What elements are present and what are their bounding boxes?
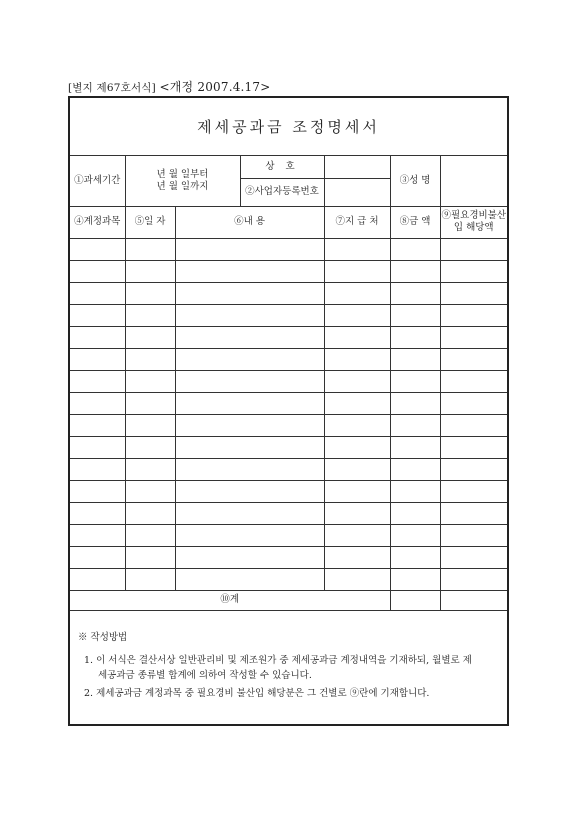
- row-account[interactable]: [70, 348, 125, 370]
- row-date[interactable]: [125, 546, 175, 568]
- row-date[interactable]: [125, 502, 175, 524]
- row-amount[interactable]: [390, 238, 440, 260]
- row-non-deductible[interactable]: [440, 524, 507, 546]
- column-header-row: [70, 206, 507, 238]
- table-row: [70, 326, 507, 348]
- table-row: [70, 524, 507, 546]
- row-date[interactable]: [125, 348, 175, 370]
- row-amount[interactable]: [390, 392, 440, 414]
- instructions-heading: ※ 작성방법: [78, 632, 128, 643]
- row-account[interactable]: [70, 480, 125, 502]
- row-amount[interactable]: [390, 546, 440, 568]
- table-row: [70, 414, 507, 436]
- form-grid: [70, 156, 507, 611]
- row-account[interactable]: [70, 282, 125, 304]
- row-account[interactable]: [70, 546, 125, 568]
- company-name-label: 상 호: [240, 156, 324, 178]
- table-row: [70, 304, 507, 326]
- table-row: [70, 480, 507, 502]
- row-amount[interactable]: [390, 414, 440, 436]
- row-account[interactable]: [70, 502, 125, 524]
- row-content[interactable]: [175, 524, 324, 546]
- row-amount[interactable]: [390, 436, 440, 458]
- row-payee[interactable]: [324, 458, 390, 480]
- table-row: [70, 502, 507, 524]
- table-row: [70, 282, 507, 304]
- row-account[interactable]: [70, 414, 125, 436]
- row-account[interactable]: [70, 524, 125, 546]
- row-amount[interactable]: [390, 282, 440, 304]
- row-non-deductible[interactable]: [440, 392, 507, 414]
- period-range[interactable]: [125, 156, 240, 206]
- row-amount[interactable]: [390, 348, 440, 370]
- period-label: ①과세기간: [70, 156, 125, 206]
- row-non-deductible[interactable]: [440, 260, 507, 282]
- period-from: 년 월 일부터: [156, 168, 209, 180]
- row-non-deductible[interactable]: [440, 502, 507, 524]
- row-non-deductible[interactable]: [440, 568, 507, 590]
- row-payee[interactable]: [324, 436, 390, 458]
- row-account[interactable]: [70, 304, 125, 326]
- row-content[interactable]: [175, 546, 324, 568]
- biz-no-field[interactable]: [324, 178, 390, 206]
- row-account[interactable]: [70, 392, 125, 414]
- row-content[interactable]: [175, 568, 324, 590]
- row-content[interactable]: [175, 436, 324, 458]
- form-number: [별지 제67호서식]: [68, 82, 156, 94]
- row-non-deductible[interactable]: [440, 480, 507, 502]
- row-date[interactable]: [125, 392, 175, 414]
- form-title: 제세공과금 조정명세서: [70, 98, 507, 156]
- row-content[interactable]: [175, 260, 324, 282]
- row-amount[interactable]: [390, 370, 440, 392]
- row-content[interactable]: [175, 370, 324, 392]
- row-amount[interactable]: [390, 304, 440, 326]
- person-name-label: ③성 명: [390, 156, 440, 206]
- row-date[interactable]: [125, 238, 175, 260]
- row-content[interactable]: [175, 480, 324, 502]
- row-non-deductible[interactable]: [440, 414, 507, 436]
- person-name-field[interactable]: [440, 156, 507, 206]
- instruction-item: [84, 653, 502, 683]
- row-account[interactable]: [70, 238, 125, 260]
- row-payee[interactable]: [324, 348, 390, 370]
- table-row: [70, 546, 507, 568]
- row-payee[interactable]: [324, 546, 390, 568]
- row-non-deductible[interactable]: [440, 304, 507, 326]
- col-amount: ⑧금 액: [390, 206, 440, 238]
- row-content[interactable]: [175, 238, 324, 260]
- row-payee[interactable]: [324, 392, 390, 414]
- row-payee[interactable]: [324, 414, 390, 436]
- row-date[interactable]: [125, 260, 175, 282]
- row-payee[interactable]: [324, 370, 390, 392]
- row-date[interactable]: [125, 458, 175, 480]
- row-non-deductible[interactable]: [440, 348, 507, 370]
- data-rows: [70, 238, 507, 590]
- instruction-2: 2. 제세공과금 계정과목 중 필요경비 불산입 해당분은 그 건별로 ⑨란에 기재합니다.: [84, 688, 430, 699]
- col-payee: ⑦지 급 처: [324, 206, 390, 238]
- row-amount[interactable]: [390, 502, 440, 524]
- row-non-deductible[interactable]: [440, 436, 507, 458]
- table-row: [70, 260, 507, 282]
- table-row: [70, 238, 507, 260]
- row-account[interactable]: [70, 370, 125, 392]
- row-date[interactable]: [125, 282, 175, 304]
- row-payee[interactable]: [324, 260, 390, 282]
- total-row: [70, 590, 507, 610]
- row-amount[interactable]: [390, 480, 440, 502]
- tax-adjustment-form: [68, 96, 509, 726]
- row-payee[interactable]: [324, 304, 390, 326]
- company-name-field[interactable]: [324, 156, 390, 178]
- row-account[interactable]: [70, 260, 125, 282]
- row-non-deductible[interactable]: [440, 238, 507, 260]
- total-amount[interactable]: [390, 590, 440, 610]
- row-date[interactable]: [125, 370, 175, 392]
- period-to: 년 월 일까지: [156, 180, 209, 192]
- row-payee[interactable]: [324, 238, 390, 260]
- form-number-header: [68, 78, 270, 95]
- row-content[interactable]: [175, 282, 324, 304]
- row-non-deductible[interactable]: [440, 282, 507, 304]
- total-non-deductible[interactable]: [440, 590, 507, 610]
- table-row: [70, 370, 507, 392]
- row-payee[interactable]: [324, 480, 390, 502]
- row-non-deductible[interactable]: [440, 326, 507, 348]
- total-label: ⑩계: [70, 590, 390, 610]
- row-payee[interactable]: [324, 568, 390, 590]
- row-account[interactable]: [70, 458, 125, 480]
- row-content[interactable]: [175, 326, 324, 348]
- col-account: ④계정과목: [70, 206, 125, 238]
- row-date[interactable]: [125, 326, 175, 348]
- row-non-deductible[interactable]: [440, 458, 507, 480]
- row-payee[interactable]: [324, 524, 390, 546]
- biz-no-label: ②사업자등록번호: [240, 178, 324, 206]
- row-date[interactable]: [125, 524, 175, 546]
- table-row: [70, 568, 507, 590]
- row-non-deductible[interactable]: [440, 546, 507, 568]
- row-content[interactable]: [175, 348, 324, 370]
- row-date[interactable]: [125, 480, 175, 502]
- row-content[interactable]: [175, 392, 324, 414]
- instruction-1-line-1: 1. 이 서식은 결산서상 일반관리비 및 제조원가 중 제세공과금 계정내역을 기재하되, 월별로 제: [84, 655, 472, 666]
- col-date: ⑤일 자: [125, 206, 175, 238]
- table-row: [70, 458, 507, 480]
- row-amount[interactable]: [390, 524, 440, 546]
- row-non-deductible[interactable]: [440, 370, 507, 392]
- row-payee[interactable]: [324, 326, 390, 348]
- row-account[interactable]: [70, 436, 125, 458]
- row-date[interactable]: [125, 414, 175, 436]
- row-amount[interactable]: [390, 568, 440, 590]
- table-row: [70, 392, 507, 414]
- row-date[interactable]: [125, 568, 175, 590]
- instruction-1-line-2: 세공과금 종류별 합계에 의하여 작성할 수 있습니다.: [98, 670, 312, 681]
- row-amount[interactable]: [390, 260, 440, 282]
- row-content[interactable]: [175, 502, 324, 524]
- row-payee[interactable]: [324, 282, 390, 304]
- col-non-deductible: ⑨필요경비불산입 해당액: [440, 206, 507, 238]
- row-content[interactable]: [175, 304, 324, 326]
- row-amount[interactable]: [390, 458, 440, 480]
- row-account[interactable]: [70, 326, 125, 348]
- row-date[interactable]: [125, 436, 175, 458]
- row-account[interactable]: [70, 568, 125, 590]
- row-payee[interactable]: [324, 502, 390, 524]
- table-row: [70, 348, 507, 370]
- row-date[interactable]: [125, 304, 175, 326]
- row-content[interactable]: [175, 458, 324, 480]
- table-row: [70, 436, 507, 458]
- revision-date: <개정 2007.4.17>: [159, 80, 271, 94]
- col-content: ⑥내 용: [175, 206, 324, 238]
- row-amount[interactable]: [390, 326, 440, 348]
- row-content[interactable]: [175, 414, 324, 436]
